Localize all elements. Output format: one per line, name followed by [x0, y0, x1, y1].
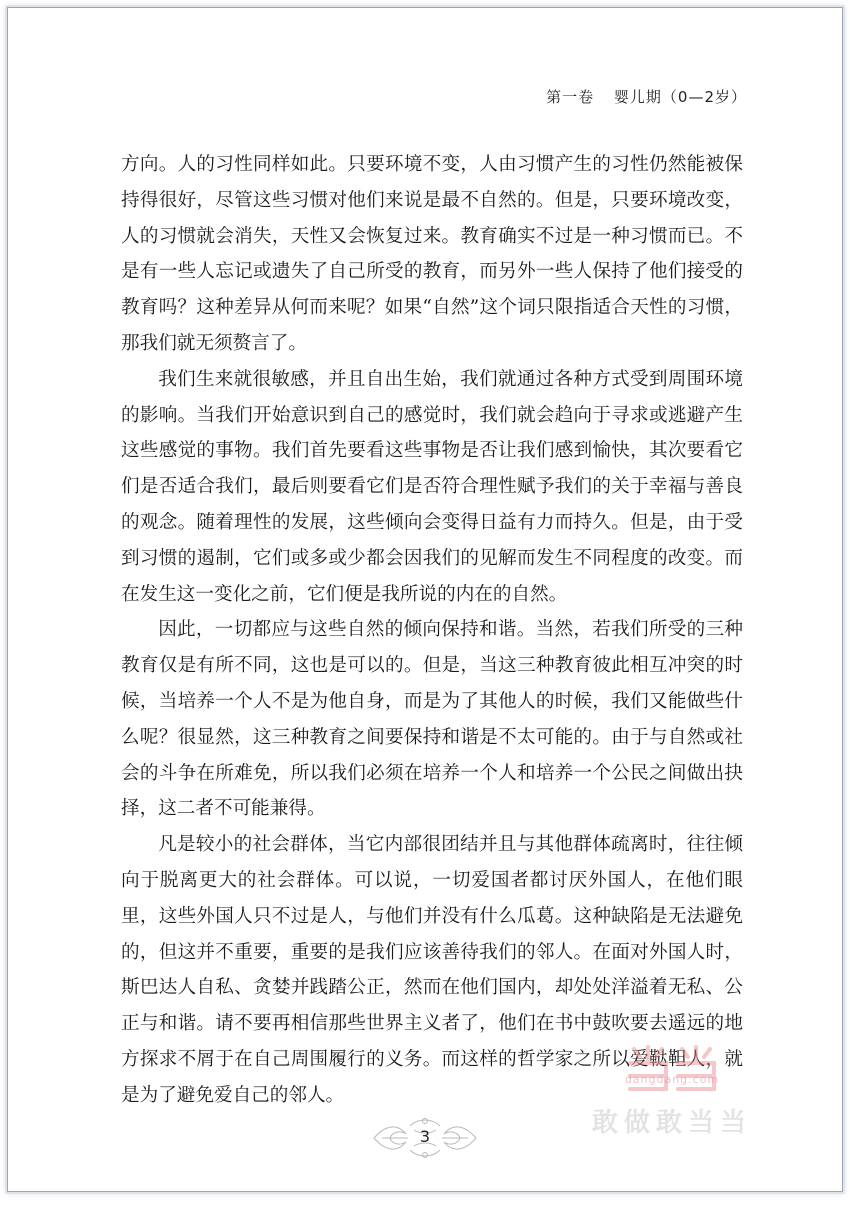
body-text: [121, 147, 743, 1114]
watermark-url: dangdang.com: [624, 1073, 720, 1086]
running-header: [546, 86, 747, 107]
paragraph-3: 因此，一切都应与这些自然的倾向保持和谐。当然，若我们所受的三种教育仅是有所不同，这也是可以的。但是，当这三种教育彼此相互冲突的时候，当培养一个人不是为他自身，而是为了其他人的时候，我们又能做些什么呢？很显然，这三种教育之间要保持和谐是不太可能的。由于与自然或社会的斗争在所难免，所以我们必须在培养一个人和培养一个公民之间做出抉择，这二者不可能兼得。: [121, 619, 743, 820]
header-title: 婴儿期（0—2岁）: [613, 88, 747, 106]
header-volume: 第一卷: [546, 88, 595, 106]
page-folio: [370, 1116, 480, 1160]
watermark-text: 敢做敢当当: [591, 1108, 752, 1138]
paragraph-2: 我们生来就很敏感，并且自出生始，我们就通过各种方式受到周围环境的影响。当我们开始意识到自己的感觉时，我们就会趋向于寻求或逃避产生这些感觉的事物。我们首先要看这些事物是否让我们感到愉快，其次要看它们是否适合我们，最后则要看它们是否符合理性赋予我们的关于幸福与善良的观念。随着理性的发展，这些倾向会变得日益有力而持久。但是，由于受到习惯的遏制，它们或多或少都会因我们的见解而发生不同程度的改变。而在发生这一变化之前，它们便是我所说的内在的自然。: [121, 368, 743, 605]
paragraph-4: 凡是较小的社会群体，当它内部很团结并且与其他群体疏离时，往往倾向于脱离更大的社会群体。可以说，一切爱国者都讨厌外国人，在他们眼里，这些外国人只不过是人，与他们并没有什么瓜葛。这种缺陷是无法避免的，但这并不重要，重要的是我们应该善待我们的邻人。在面对外国人时，斯巴达人自私、贪婪并践踏公正，然而在他们国内，却处处洋溢着无私、公正与和谐。请不要再相信那些世界主义者了，他们在书中鼓吹要去遥远的地方探求不屑于在自己周围履行的义务。而这样的哲学家之所以爱鞑靼人，就是为了避免爱自己的邻人。: [121, 834, 743, 1106]
page-number: 3: [419, 1127, 431, 1146]
paragraph-1: 方向。人的习性同样如此。只要环境不变，人由习惯产生的习性仍然能被保持得很好，尽管这些习惯对他们来说是最不自然的。但是，只要环境改变，人的习惯就会消失，天性又会恢复过来。教育确实不过是一种习惯而已。不是有一些人忘记或遗失了自己所受的教育，而另外一些人保持了他们接受的教育吗？这种差异从何而来呢？如果“自然”这个词只限指适合天性的习惯，那我们就无须赘言了。: [121, 154, 743, 354]
book-page: [7, 7, 843, 1192]
